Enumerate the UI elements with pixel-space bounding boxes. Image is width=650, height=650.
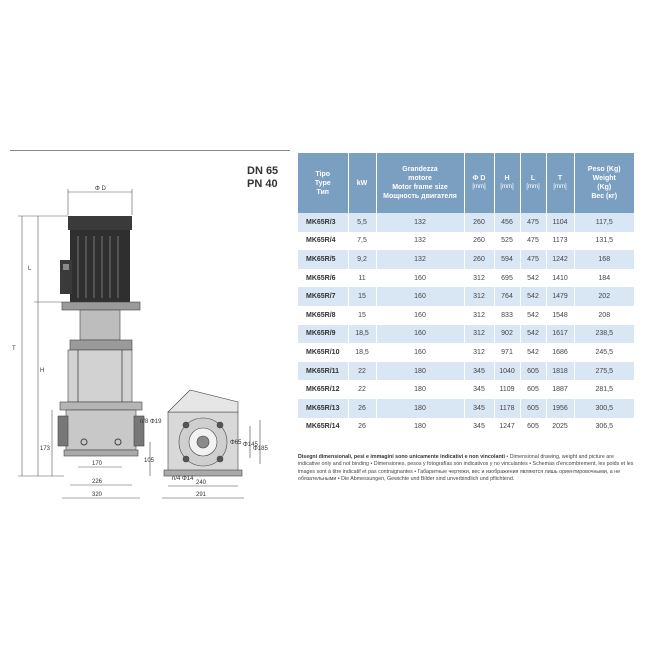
- value-cell: 456: [494, 213, 520, 232]
- value-cell: 15: [348, 306, 376, 325]
- value-cell: 1686: [546, 343, 574, 362]
- dim-h-label: H: [40, 368, 45, 374]
- value-cell: 1548: [546, 306, 574, 325]
- value-cell: 260: [464, 232, 494, 251]
- value-cell: 1410: [546, 269, 574, 288]
- value-cell: 245,5: [574, 343, 634, 362]
- value-cell: 2025: [546, 418, 574, 437]
- value-cell: 160: [376, 269, 464, 288]
- value-cell: 168: [574, 250, 634, 269]
- table-row: [298, 232, 634, 251]
- pn-label: PN 40: [247, 178, 278, 190]
- table-row: [298, 325, 634, 344]
- value-cell: 26: [348, 399, 376, 418]
- value-cell: 345: [464, 362, 494, 381]
- value-cell: 312: [464, 325, 494, 344]
- dim-291-label: 291: [196, 492, 207, 498]
- value-cell: 594: [494, 250, 520, 269]
- disclaimer-footnote: [298, 454, 634, 483]
- value-cell: 160: [376, 287, 464, 306]
- table-header-row: [298, 153, 634, 213]
- col-header-frame: Grandezza motore Motor frame size Мощность двигателя: [376, 153, 464, 213]
- table-row: [298, 213, 634, 232]
- value-cell: 202: [574, 287, 634, 306]
- dim-l-label: L: [28, 266, 32, 272]
- value-cell: 131,5: [574, 232, 634, 251]
- model-cell: MK65R/3: [298, 213, 348, 232]
- value-cell: 345: [464, 380, 494, 399]
- model-cell: MK65R/8: [298, 306, 348, 325]
- dim-226-label: 226: [92, 479, 103, 485]
- footnote-bold: Disegni dimensionali, pesi e immagini sono unicamente indicativi e non vincolanti: [298, 454, 505, 460]
- dim-320-label: 320: [92, 492, 103, 498]
- col-header-t: T [mm]: [546, 153, 574, 213]
- footnote-rest: • Dimensional drawing, weight and picture are indicative only and not binding • Dimensiones, pesos y fotografías son indicativos y no vinculantes • Schemas d'encombrement, les poids et les images sont à titre indicatif et pas contraignantes • Габаритные чертежи, вес и изображения являются лишь ориентировочными, а не обязательными • Die Abmessungen, Gewichte und Bilder sind unverbindlich und pflichtend.: [298, 454, 634, 482]
- dn-label: DN 65: [247, 165, 279, 177]
- value-cell: 22: [348, 362, 376, 381]
- value-cell: 605: [520, 380, 546, 399]
- value-cell: 180: [376, 418, 464, 437]
- phi145-label: Φ145: [243, 442, 258, 448]
- value-cell: 1956: [546, 399, 574, 418]
- spec-table: [298, 153, 634, 436]
- value-cell: 542: [520, 287, 546, 306]
- value-cell: 5,5: [348, 213, 376, 232]
- value-cell: 300,5: [574, 399, 634, 418]
- table-row: [298, 269, 634, 288]
- model-cell: MK65R/14: [298, 418, 348, 437]
- value-cell: 180: [376, 362, 464, 381]
- value-cell: 306,5: [574, 418, 634, 437]
- value-cell: 7,5: [348, 232, 376, 251]
- value-cell: 475: [520, 213, 546, 232]
- value-cell: 15: [348, 287, 376, 306]
- value-cell: 1173: [546, 232, 574, 251]
- col-header-phi-d: Φ D [mm]: [464, 153, 494, 213]
- value-cell: 542: [520, 269, 546, 288]
- value-cell: 275,5: [574, 362, 634, 381]
- value-cell: 132: [376, 232, 464, 251]
- col-header-h: H [mm]: [494, 153, 520, 213]
- value-cell: 281,5: [574, 380, 634, 399]
- value-cell: 1617: [546, 325, 574, 344]
- dim-240-label: 240: [196, 480, 207, 486]
- value-cell: 1887: [546, 380, 574, 399]
- col-header-kw: kW: [348, 153, 376, 213]
- value-cell: 695: [494, 269, 520, 288]
- value-cell: 260: [464, 213, 494, 232]
- value-cell: 542: [520, 306, 546, 325]
- value-cell: 312: [464, 306, 494, 325]
- value-cell: 1818: [546, 362, 574, 381]
- value-cell: 345: [464, 399, 494, 418]
- value-cell: 542: [520, 343, 546, 362]
- col-header-type: Tipo Type Тип: [298, 153, 348, 213]
- value-cell: 11: [348, 269, 376, 288]
- value-cell: 605: [520, 362, 546, 381]
- value-cell: 160: [376, 306, 464, 325]
- value-cell: 132: [376, 250, 464, 269]
- phi-d-label: Φ D: [95, 186, 106, 192]
- phi65-label: Φ65: [230, 440, 242, 446]
- value-cell: 833: [494, 306, 520, 325]
- value-cell: 475: [520, 232, 546, 251]
- value-cell: 764: [494, 287, 520, 306]
- value-cell: 1040: [494, 362, 520, 381]
- model-cell: MK65R/13: [298, 399, 348, 418]
- value-cell: 1242: [546, 250, 574, 269]
- value-cell: 312: [464, 287, 494, 306]
- value-cell: 525: [494, 232, 520, 251]
- value-cell: 1109: [494, 380, 520, 399]
- model-cell: MK65R/7: [298, 287, 348, 306]
- table-row: [298, 380, 634, 399]
- value-cell: 18,5: [348, 325, 376, 344]
- value-cell: 180: [376, 399, 464, 418]
- value-cell: 132: [376, 213, 464, 232]
- value-cell: 208: [574, 306, 634, 325]
- table-row: [298, 250, 634, 269]
- dimensional-drawing: [0, 180, 290, 510]
- col-header-l: L [mm]: [520, 153, 546, 213]
- model-cell: MK65R/10: [298, 343, 348, 362]
- col-header-weight: Peso (Kg) Weight (Kg) Вес (кг): [574, 153, 634, 213]
- value-cell: 605: [520, 399, 546, 418]
- value-cell: 117,5: [574, 213, 634, 232]
- flange-holes-label: n/8 Φ19: [140, 419, 162, 425]
- value-cell: 312: [464, 269, 494, 288]
- value-cell: 345: [464, 418, 494, 437]
- value-cell: 1178: [494, 399, 520, 418]
- value-cell: 475: [520, 250, 546, 269]
- base-holes-label: n/4 Φ14: [172, 476, 194, 482]
- value-cell: 902: [494, 325, 520, 344]
- value-cell: 180: [376, 380, 464, 399]
- value-cell: 1247: [494, 418, 520, 437]
- pump-motor: [60, 216, 132, 302]
- phi185-label: Φ185: [253, 446, 268, 452]
- value-cell: 9,2: [348, 250, 376, 269]
- model-cell: MK65R/6: [298, 269, 348, 288]
- dim-105-label: 105: [144, 458, 155, 464]
- value-cell: 184: [574, 269, 634, 288]
- pump-body: [58, 350, 144, 456]
- table-row: [298, 343, 634, 362]
- value-cell: 1479: [546, 287, 574, 306]
- value-cell: 22: [348, 380, 376, 399]
- dim-173-label: 173: [40, 446, 51, 452]
- table-row: [298, 399, 634, 418]
- value-cell: 26: [348, 418, 376, 437]
- dim-t-label: T: [12, 346, 16, 352]
- value-cell: 312: [464, 343, 494, 362]
- value-cell: 160: [376, 343, 464, 362]
- value-cell: 542: [520, 325, 546, 344]
- value-cell: 18,5: [348, 343, 376, 362]
- table-row: [298, 306, 634, 325]
- value-cell: 971: [494, 343, 520, 362]
- table-row: [298, 362, 634, 381]
- table-row: [298, 418, 634, 437]
- value-cell: 238,5: [574, 325, 634, 344]
- value-cell: 1104: [546, 213, 574, 232]
- header-rule: [10, 150, 290, 151]
- value-cell: 160: [376, 325, 464, 344]
- model-cell: MK65R/11: [298, 362, 348, 381]
- value-cell: 605: [520, 418, 546, 437]
- model-cell: MK65R/12: [298, 380, 348, 399]
- value-cell: 260: [464, 250, 494, 269]
- model-cell: MK65R/4: [298, 232, 348, 251]
- dim-170-label: 170: [92, 461, 103, 467]
- model-cell: MK65R/9: [298, 325, 348, 344]
- model-cell: MK65R/5: [298, 250, 348, 269]
- table-row: [298, 287, 634, 306]
